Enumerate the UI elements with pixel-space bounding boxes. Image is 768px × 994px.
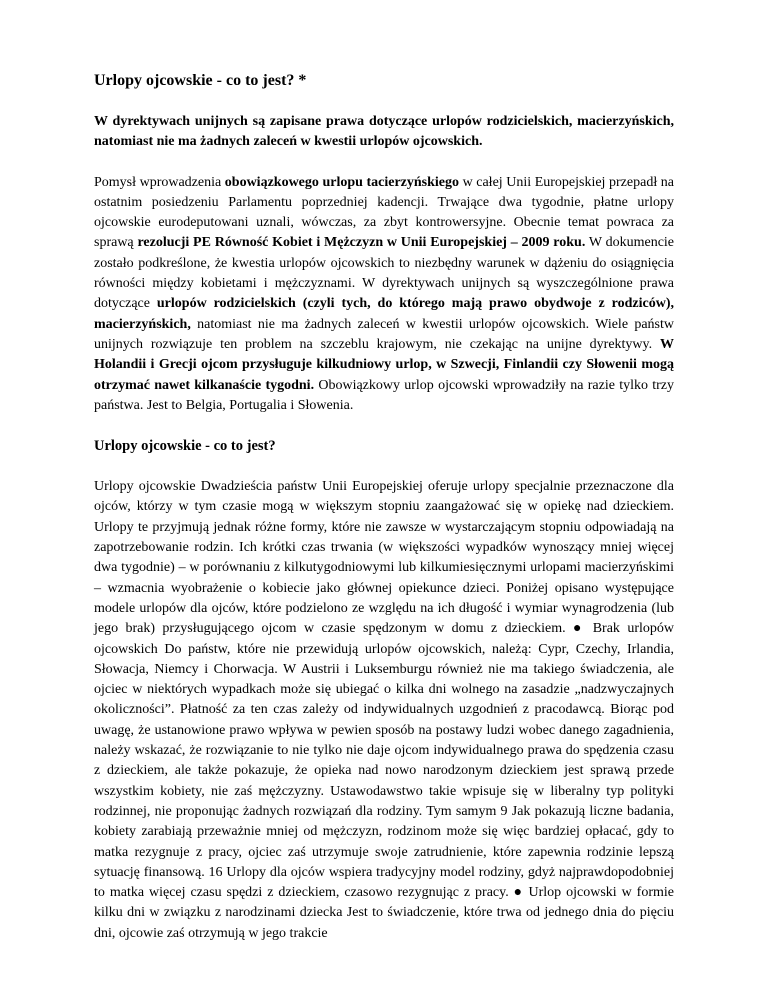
intro-paragraph: [94, 173, 674, 417]
text-run: Obowiązkowy urlop ojcowski wprowadziły na razie tylko trzy państwa. Jest to Belgia, Portugalia i Słowenia.: [94, 377, 675, 413]
text-run: urlopów rodzicielskich (czyli tych, do którego mają prawo obydwoje z rodziców), macierzyńskich,: [94, 296, 675, 332]
text-run: obowiązkowego urlopu tacierzyńskiego: [224, 174, 460, 190]
text-run: W dyrektywach unijnych są zapisane prawa dotyczące urlopów rodzicielskich, macierzyńskich, natomiast nie ma żadnych zaleceń w kwestii urlopów ojcowskich.: [94, 114, 674, 150]
text-run: W dokumencie zostało podkreślone, że kwestia urlopów ojcowskich to niezbędny warunek w dążeniu do osiągnięcia równości między kobietami i mężczyznami. W dyrektywach unijnych są wyszczególnione prawa dotyczące: [94, 235, 675, 312]
text-run: w całej Unii Europejskiej przepadł na ostatnim posiedzeniu Parlamentu poprzedniej kadencji. Trwające dwa tygodnie, płatne urlopy ojcowskie eurodeputowani uznali, wówczas, za zbyt kontrowersyjne. Obecnie temat powraca za sprawą: [94, 174, 674, 251]
text-run: Pomysł wprowadzenia: [94, 174, 225, 190]
document-title: [94, 70, 674, 91]
lead-paragraph: [94, 112, 674, 153]
text-run: natomiast nie ma żadnych zaleceń w kwestii urlopów ojcowskich. Wiele państw unijnych rozwiązuje ten problem na szczeblu krajowym, nie czekając na unijne dyrektywy.: [94, 316, 674, 352]
text-run: W Holandii i Grecji ojcom przysługuje kilkudniowy urlop, w Szwecji, Finlandii czy Słowenii mogą otrzymać nawet kilkanaście tygodni.: [94, 336, 674, 393]
body-paragraph: [94, 477, 674, 944]
text-run: rezolucji PE Równość Kobiet i Mężczyzn w Unii Europejskiej – 2009 roku.: [137, 235, 586, 251]
text-run: Urlopy ojcowskie Dwadzieścia państw Unii Europejskiej oferuje urlopy specjalnie przeznaczone dla ojców, którzy w tym czasie mogą w większym stopniu zaangażować się w opiekę nad dzieckiem. Urlopy te przyjmują jednak różne formy, które nie zawsze w wystarczającym stopniu odpowiadają na zapotrzebowanie rodzin. Ich krótki czas trwania (w większości wypadków wynoszący mniej więcej dwa tygodnie) – w porównaniu z kilkutygodniowymi lub kilkumiesięcznymi urlopami macierzyńskimi – wzmacnia wyobrażenie o kobiecie jako głównej opiekunce dzieci. Poniżej opisano występujące modele urlopów dla ojców, które podzielono ze względu na ich długość i wymiar wynagrodzenia (lub jego brak) przysługującego ojcom w czasie spędzonym w domu z dzieckiem. ● Brak urlopów ojcowskich Do państw, które nie przewidują urlopów ojcowskich, należą: Cypr, Czechy, Irlandia, Słowacja, Niemcy i Chorwacja. W Austrii i Luksemburgu również nie ma takiego świadczenia, ale ojciec w niektórych wypadkach może się ubiegać o kilka dni wolnego na zasadzie „nadzwyczajnych okoliczności”. Płatność za ten czas zależy od indywidualnych uzgodnień z pracodawcą. Biorąc pod uwagę, że ustanowione prawo wpływa w pewien sposób na postawy ludzi wobec danego zagadnienia, należy wskazać, że rozwiązanie to nie tylko nie daje ojcom indywidualnego prawa do spędzenia czasu z dzieckiem, ale także pokazuje, że opieka nad nowo narodzonym dzieckiem jest sprawą przede wszystkim kobiety, nie zaś mężczyzny. Ustawodawstwo takie wpisuje się w liberalny typ polityki rodzinnej, nie proponując żadnych rozwiązań dla rodziny. Tym samym 9 Jak pokazują liczne badania, kobiety zarabiają przeważnie mniej od mężczyzn, rodzinom może się więc bardziej opłacać, gdy to matka rezygnuje z pracy, ojciec zaś utrzymuje swoje zatrudnienie, które zapewnia rodzinie lepszą sytuację finansową. 16 Urlopy dla ojców wspiera tradycyjny model rodziny, gdyż najprawdopodobniej to matka więcej czasu spędzi z dzieckiem, czasowo rezygnując z pracy. ● Urlop ojcowski w formie kilku dni w związku z narodzinami dziecka Jest to świadczenie, które trwa od jednego dnia do pięciu dni, ojcowie zaś otrzymują w jego trakcie: [94, 479, 674, 941]
text-run: Urlopy ojcowskie - co to jest? *: [94, 72, 307, 89]
section-heading: [94, 436, 674, 457]
text-run: Urlopy ojcowskie - co to jest?: [94, 438, 276, 455]
